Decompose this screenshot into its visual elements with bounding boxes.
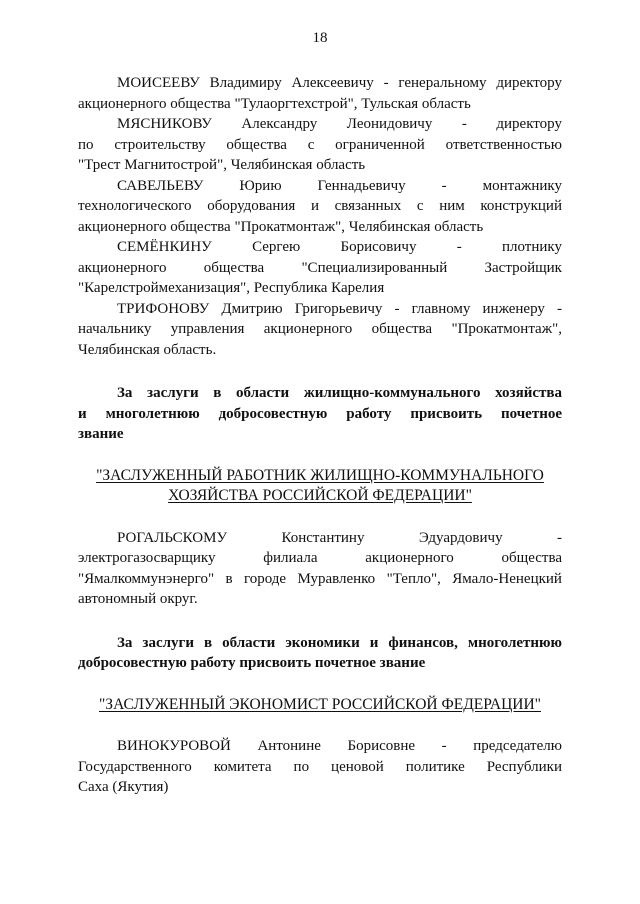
word: многолетнюю [105, 405, 200, 422]
word: - [441, 738, 447, 754]
word: строительству [114, 136, 206, 153]
word: Геннадьевичу [317, 177, 406, 194]
word: многолетнюю [467, 634, 562, 651]
award-entry-line: акционерного общества "Тулаоргтехстрой", Тульская область [78, 95, 471, 112]
award-entry-line [78, 176, 562, 197]
word: с [416, 198, 424, 214]
honorary-title: "ЗАСЛУЖЕННЫЙ ЭКОНОМИСТ РОССИЙСКОЙ ФЕДЕРАЦИИ" [98, 695, 541, 713]
word: Эдуардовичу [418, 529, 503, 546]
word: монтажнику [482, 177, 562, 194]
word: СЕМЁНКИНУ [117, 239, 212, 255]
word: комитета [213, 758, 272, 775]
award-entry-line [78, 299, 562, 320]
award-entry-line [78, 736, 562, 757]
word: заслуги [147, 385, 199, 401]
spacer [78, 360, 562, 383]
award-entry-line [78, 528, 562, 549]
word: ТРИФОНОВУ [117, 300, 210, 317]
award-entry-line [78, 319, 562, 340]
word: заслуги [142, 634, 194, 651]
word: работу [346, 405, 392, 422]
word: общества [203, 259, 265, 276]
award-entry-line: акционерного общества "Прокатмонтаж", Челябинская область [78, 218, 484, 235]
word: ВИНОКУРОВОЙ [117, 738, 231, 754]
spacer [78, 445, 562, 466]
word: акционерного [78, 259, 167, 276]
word: ответственностью [445, 136, 562, 153]
word: Юрию [239, 177, 282, 194]
spacer [78, 715, 562, 736]
word: Государственного [78, 758, 192, 775]
honorary-title: ХОЗЯЙСТВА РОССИЙСКОЙ ФЕДЕРАЦИИ" [168, 487, 472, 504]
word: САВЕЛЬЕВУ [117, 177, 204, 194]
word: Леонидовичу [346, 116, 433, 132]
award-entry-line [78, 196, 562, 217]
word: конструкций [480, 198, 562, 214]
award-entry-line [78, 114, 562, 135]
word: - [461, 116, 467, 132]
word: ним [439, 198, 465, 214]
word: ограниченной [335, 136, 425, 153]
page-number: 18 [312, 30, 328, 46]
word: оборудования [207, 198, 296, 214]
word: - [394, 300, 400, 317]
word: генеральному [398, 75, 487, 91]
award-entry-line: Саха (Якутия) [78, 779, 169, 795]
word: "Ямалкоммунэнерго" [78, 570, 215, 587]
word: общества [226, 136, 287, 153]
award-entry-line [78, 237, 562, 258]
word: - [383, 75, 389, 91]
award-entry-line [78, 569, 562, 590]
decree-intro-line [78, 404, 562, 425]
word: и [369, 634, 379, 651]
word: управления [170, 321, 245, 337]
award-entry-line: Челябинская область. [78, 341, 217, 358]
award-entry-line [78, 548, 562, 569]
word: начальнику [78, 321, 152, 337]
word: директору [496, 75, 562, 91]
word: экономики [285, 634, 360, 651]
award-entry-line [78, 258, 562, 279]
award-entry-line: "Карелстроймеханизация", Республика Карелия [78, 280, 385, 296]
word: - [441, 177, 447, 194]
word: политике [405, 758, 465, 775]
word: в [225, 570, 233, 587]
word: "Тепло", [386, 570, 441, 587]
word: общества [501, 550, 562, 566]
word: в [213, 385, 222, 401]
spacer [78, 674, 562, 695]
word: За [117, 634, 133, 651]
word: хозяйства [495, 385, 562, 401]
word: МЯСНИКОВУ [117, 116, 212, 132]
word: с [307, 136, 315, 153]
word: - [557, 300, 562, 317]
award-entry-line: "Трест Магнитострой", Челябинская область [78, 157, 366, 173]
word: председателю [473, 738, 562, 754]
word: Антонине [257, 738, 321, 754]
spacer [78, 610, 562, 633]
word: РОГАЛЬСКОМУ [117, 529, 228, 546]
word: по [293, 758, 310, 775]
word: Ямало-Ненецкий [452, 570, 562, 587]
award-entry-line [78, 135, 562, 156]
word: МОИСЕЕВУ [117, 75, 200, 91]
word: в [203, 634, 213, 651]
word: - [557, 529, 562, 546]
word: Владимиру [209, 75, 282, 91]
word: Сергею [252, 239, 301, 255]
word: Александру [241, 116, 318, 132]
honorary-title: "ЗАСЛУЖЕННЫЙ РАБОТНИК ЖИЛИЩНО-КОММУНАЛЬНОГО [96, 466, 544, 484]
word: Борисовичу [340, 239, 417, 255]
word: ценовой [331, 758, 384, 775]
word: области [222, 634, 276, 651]
word: почетное [500, 405, 562, 422]
decree-intro-line [78, 383, 562, 404]
word: и [78, 405, 87, 422]
word: по [78, 136, 94, 153]
word: инженеру [482, 300, 545, 317]
word: электрогазосварщику [78, 550, 216, 566]
word: "Прокатмонтаж", [451, 321, 562, 337]
decree-intro-line: звание [78, 426, 124, 442]
word: филиала [263, 550, 318, 566]
word: Константину [281, 529, 365, 546]
word: финансов, [388, 634, 458, 651]
word: области [235, 385, 290, 401]
award-entry-line: автономный округ. [78, 591, 198, 607]
word: присвоить [410, 405, 483, 422]
word: плотнику [501, 239, 562, 255]
word: директору [496, 116, 562, 132]
word: добросовестную [218, 405, 328, 422]
word: Алексеевичу [291, 75, 374, 91]
word: жилищно-коммунального [303, 385, 481, 401]
word: "Специализированный [301, 259, 448, 276]
word: общества [371, 321, 433, 337]
decree-intro-line: добросовестную работу присвоить почетное звание [78, 655, 426, 671]
word: Республики [486, 758, 562, 775]
word: акционерного [263, 321, 353, 337]
word: и [310, 198, 319, 214]
word: Григорьевичу [294, 300, 383, 317]
word: Застройщик [484, 259, 562, 276]
spacer [78, 507, 562, 528]
word: Борисовне [347, 738, 416, 754]
word: связанных [334, 198, 402, 214]
word: За [117, 385, 133, 401]
award-entry-line [78, 73, 562, 94]
word: - [456, 239, 462, 255]
word: городе [243, 570, 287, 587]
word: Муравленко [297, 570, 376, 587]
award-entry-line [78, 757, 562, 778]
document-body [78, 73, 562, 798]
decree-intro-line [78, 633, 562, 654]
word: технологического [78, 198, 192, 214]
word: акционерного [365, 550, 454, 566]
word: главному [411, 300, 471, 317]
word: Дмитрию [221, 300, 283, 317]
